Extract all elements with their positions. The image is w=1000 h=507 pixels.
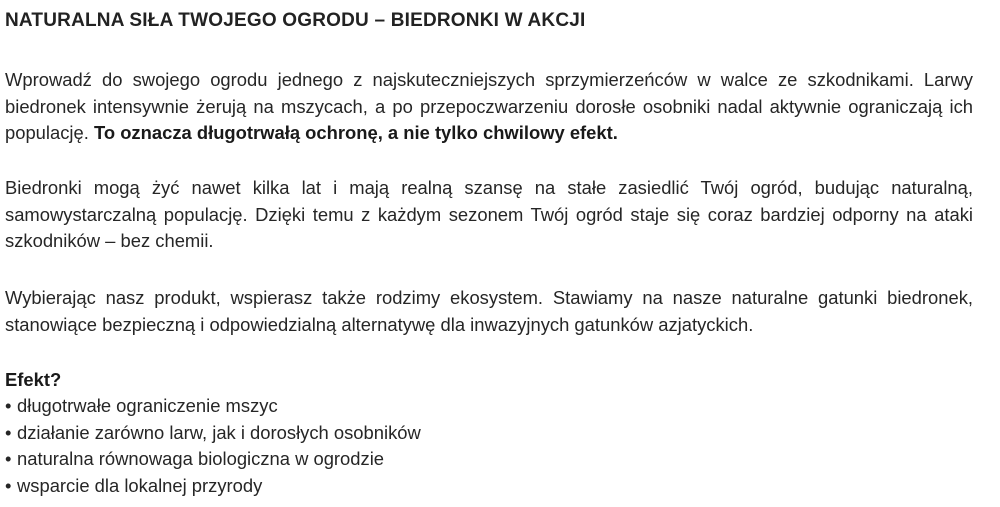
bullet-icon: • — [5, 421, 12, 443]
bullet-icon: • — [5, 395, 12, 416]
list-item — [5, 420, 421, 447]
intro-paragraph-bold-text: To oznacza długotrwałą ochronę, a nie tylko chwilowy efekt. — [93, 122, 618, 143]
effect-item-text: wsparcie dla lokalnej przyrody — [17, 474, 263, 496]
intro-paragraph-text: Wprowadź do swojego ogrodu jednego z najskuteczniejszych sprzymierzeńców w walce ze szkodnikami. Larwy biedronek intensywnie żerują na mszycach, a po przepoczwarzeniu dorosłe osobniki nadal aktywnie ograniczają ich populację. — [5, 69, 973, 143]
ecosystem-paragraph: Wybierając nasz produkt, wspierasz także rodzimy ekosystem. Stawiamy na nasze naturalne gatunki biedronek, stanowiące bezpieczną i odpowiedzialną alternatywę dla inwazyjnych gatunków azjatyckich. — [5, 287, 973, 335]
bullet-icon: • — [5, 448, 12, 469]
list-item — [5, 473, 421, 500]
effect-item-text: naturalna równowaga biologiczna w ogrodzie — [17, 448, 385, 469]
page-title: NATURALNA SIŁA TWOJEGO OGRODU – BIEDRONKI W AKCJI — [5, 10, 586, 31]
effects-list — [5, 393, 421, 499]
intro-paragraph — [5, 67, 973, 147]
effect-item-text: działanie zarówno larw, jak i dorosłych osobników — [17, 421, 421, 443]
effect-heading: Efekt? — [5, 369, 62, 390]
list-item — [5, 393, 421, 420]
list-item — [5, 446, 421, 473]
bullet-icon: • — [5, 474, 12, 496]
lifespan-paragraph: Biedronki mogą żyć nawet kilka lat i mają realną szansę na stałe zasiedlić Twój ogród, budując naturalną, samowystarczalną populację. Dzięki temu z każdym sezonem Twój ogród staje się coraz bardziej odporny na ataki szkodników – bez chemii. — [5, 177, 973, 251]
effect-item-text: długotrwałe ograniczenie mszyc — [17, 395, 278, 416]
